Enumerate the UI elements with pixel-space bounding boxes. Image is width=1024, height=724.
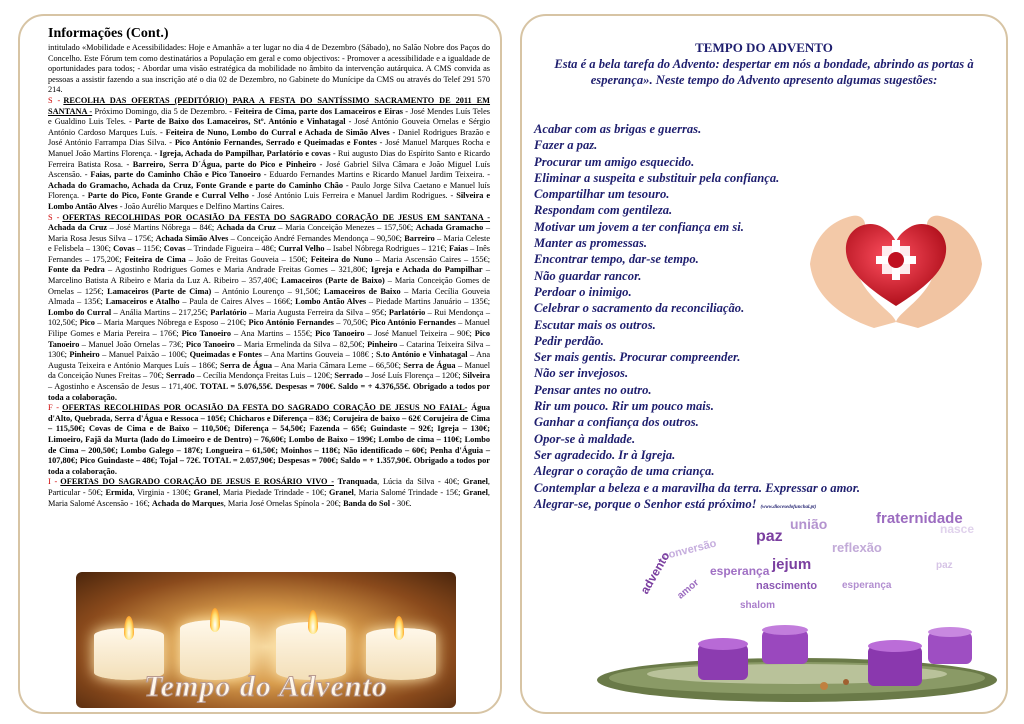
collection-paragraph: S - RECOLHA DAS OFERTAS (PEDITÓRIO) PARA A FESTA DO SANTÍSSIMO SACRAMENTO DE 2011 EM SANTANA - Próximo Domingo, dia 5 de Dezembro. - Feiteira de Cima, parte dos Lamaceiros e Eiras - José Mendes Luís Teles e Gualdino Luis Teles. - Parte de Baixo dos Lamaceiros, Stº. António e Vinhatagal - José António Gouveia Ornelas e Sérgio António Cardoso Marques Luís. - Feiteira de Nuno, Lombo do Curral e Achada de Simão Alves - Daniel Rodrigues Brazão e José António Farrampa Dias Silva. - Pico António Fernandes, Serrado e Queimadas e Fontes - José Manuel Marques Rocha e Manuel João Martins Florença. - Igreja, Achada do Pampilhar, Parlatório e covas - Rui augusto Dias do Espírito Santo e Ricardo Ferreira Batista Rosa. - Barreiro, Serra D´Água, parte do Pico e Pinheiro - José Gabriel Silva Câmara e João Miguel Luís Ascensão. - Faias, parte do Caminho Chão e Pico Tanoeiro - Eduardo Fernandes Martins e Ricardo Manuel Jardim Teixeira. - Achada do Gramacho, Achada da Cruz, Fonte Grande e parte do Caminho Chão - Paulo Jorge Silva Caetano e Manuel luís Florença. - Parte do Pico, Fonte Grande e Curral Velho - José António Luis Ferreira e Manuel Jardim Rodrigues. - Silveira e Lombo Antão Alves - João Aurélio Marques e Delfino Martins Caires. [48, 95, 491, 211]
flame-icon [124, 616, 134, 640]
list-item: Ser mais gentis. Procurar compreender. [534, 350, 741, 365]
list-item: Eliminar a suspeita e substituir pela confiança. [534, 170, 780, 185]
advent-word-art: fraternidade união paz conversão reflexão jejum esperança nascimento esperança advento amor shalom nasce paz [637, 510, 975, 611]
right-page [520, 14, 1008, 714]
flame-icon [394, 616, 404, 640]
advent-intro: Esta é a bela tarefa do Advento: despertar em nós a bondade, abrindo as portas à esperança». Neste tempo do Advento apresento algumas sugestões: [554, 57, 974, 87]
left-page [18, 14, 502, 714]
advent-wreath-icon [592, 608, 1002, 704]
flame-icon [308, 610, 318, 634]
list-item: Não guardar rancor. [534, 268, 642, 283]
list-item: Perdoar o inimigo. [534, 284, 632, 299]
list-item: Motivar um jovem a ter confiança em si. [534, 219, 744, 234]
list-item: Compartilhar um tesouro. [534, 187, 670, 202]
bullet-icon: S - [48, 95, 61, 105]
list-item: Escutar mais os outros. [534, 317, 656, 332]
list-item: Encontrar tempo, dar-se tempo. [534, 252, 699, 267]
bullet-icon: I - [48, 477, 58, 487]
list-item: Ser agradecido. Ir à Igreja. [534, 447, 676, 462]
image-caption: Tempo do Advento [144, 670, 388, 703]
faial-offerings-paragraph: F - OFERTAS RECOLHIDAS POR OCASIÃO DA FESTA DO SAGRADO CORAÇÃO DE JESUS NO FAIAL- Água d'Alto, Quebrada, Serra d'Água e Ressoca – 105€; Chicharos e Diferença – 83€; Corujeira de baixo – 62€ Corujeira de Cima – 115,50€; Covas de Cima e de Baixo – 110,50€; Diferença – 54,50€; Fazenda – 65€; Guindaste – 92€; Igreja – 130€; Limoeiro, Fajã da Murta (lado do Limoeiro e de Dentro) – 76,60€; Lombo de Baixo – 199€; Lombo de cima – 110€; Lombo de Cima – 200,50€; Lombo Galego – 187€; Longueira – 61,50€; Moinhos – 118€; Não identificado – 60€; Penha d'Águia – 107,80€; Pico Guindaste – 48€; Tojal – 72€. TOTAL = 2.057,90€; Despesas = 700€; Saldo = + 1.357,90€. Obrigado a todos por toda a colaboração. [48, 403, 490, 476]
list-item: Celebrar o sacramento da reconciliação. [534, 301, 745, 316]
list-item: Contemplar a beleza e a maravilha da terra. Expressar o amor. [534, 480, 861, 495]
bullet-icon: F - [48, 403, 60, 413]
list-item: Ganhar a confiança dos outros. [534, 415, 699, 430]
source-link-text: (www.diocesedofunchal.pt) [760, 504, 817, 510]
list-item: Pedir perdão. [534, 333, 604, 348]
list-item: Fazer a paz. [534, 138, 598, 153]
info-text [48, 43, 490, 509]
list-item: Respondam com gentileza. [534, 203, 673, 218]
page-title: Informações (Cont.) [48, 26, 169, 41]
list-item: Alegrar o coração de uma criança. [534, 464, 715, 479]
advent-candles-image [76, 572, 456, 708]
rosario-offerings-paragraph: I - OFERTAS DO SAGRADO CORAÇÃO DE JESUS E ROSÁRIO VIVO - Tranquada, Lúcia da Silva - 40€; Granel, Particular - 50€; Ermida, Virginia - 130€; Granel, Maria Piedade Trindade - 10€; Granel, Maria Salomé Trindade - 15€; Granel, Maria Salomé Ascensão - 16€; Achada do Marques, Maria José Ornelas Spínola - 20€; Banda do Sol - 30€. [48, 477, 490, 508]
list-item: Procurar um amigo esquecido. [534, 154, 695, 169]
advent-title: TEMPO DO ADVENTO [695, 40, 833, 55]
santana-offerings-paragraph: S - OFERTAS RECOLHIDAS POR OCASIÃO DA FESTA DO SAGRADO CORAÇÃO DE JESUS EM SANTANA - Achada da Cruz – José Martins Nóbrega – 84€; Achada da Cruz – Maria Conceição Menezes – 157,50€; Achada Gramacho – Maria Rosa Jesus Silva – 175€; Achada Simão Alves – Conceição André Fernandes Mendonça – 90,50€; Barreiro – Maria Celeste e Felisbela – 130€; Covas – 115€; Covas – Trindade Figueira – 48€; Curral Velho – Isabel Nóbrega Rodrigues – 121€; Faias – Inês Fernandes – 175,20€; Feiteira de Cima – João de Freitas Gouveia – 150€; Feiteira do Nuno – Maria Ascensão Caires – 155€; Fonte da Pedra – Agostinho Rodrigues Gomes e Maria Andrade Freitas Gomes – 321,80€; Igreja e Achada do Pampilhar – Marcelino Batista A Ribeiro e Maria da Luz A. Ribeiro – 357,40€; Lamaceiros (Parte de Baixo) – Maria Conceição Gomes de Ornelas – 125€; Lamaceiros (Parte de Cima) – António Lourenço – 91,50€; Lamaceiros de Baixo – Maria Cecília Gouveia Almada – 135€; Lamaceiros e Atalho – Paula de Caires Alves – 166€; Lombo Antão Alves – Piedade Martins Januário – 135€; Lombo do Curral – Anália Martins – 217,25€; Parlatório – Maria Augusta Ferreira da Silva – 95€; Parlatório – Rui Mendonça – 102,50€; Pico – Maria Marques Nóbrega e Esposo – 210€; Pico António Fernandes – 70,50€; Pico António Fernandes – Manuel Filipe Gomes e Maria Pereira – 176€; Pico Tanoeiro – Ana Martins – 155€; Pico Tanoeiro – José Manuel Teixeira – 90€; Pico Tanoeiro – Manuel João Ornelas – 73€; Pico Tanoeiro – Maria Ermelinda da Silva – 82,50€; Pinheiro – Catarina Teixeira Silva – 130€; Pinheiro – Manuel Paixão – 100€; Queimadas e Fontes – Ana Martins Gouveia – 108€ ; S.to António e Vinhatagal – Ana Augusta Teixeira e António Marques Luís – 186€; Serra de Água – Ana Maria Câmara Leme – 66,50€; Serra de Água – Manuel da Conceição Nunes Freitas – 70€; Serrado – Cecília Mendonça Freitas Luis – 120€; Serrado – José Luís Florença – 120€; Silveira – Agostinho e Ascensão de Jesus – 171,40€. TOTAL = 5.076,55€. Despesas = 700€. Saldo = + 4.376,55€. Obrigado a todos por toda a colaboração. [48, 212, 491, 402]
list-item: Não ser invejosos. [534, 366, 629, 381]
list-item: Rir um pouco. Rir um pouco mais. [534, 399, 714, 414]
list-item: Pensar antes no outro. [534, 382, 652, 397]
intro-paragraph: intitulado «Mobilidade e Acessibilidades: Hoje e Amanhã» a ter lugar no dia 4 de Dezembro (Sábado), no Salão Nobre dos Paços do Concelho. Este Fórum tem como destinatários a População em geral e como objectivos: - Promover a acessibilidade e a igualdade de oportunidades para todos; - Abordar uma visão estratégica da mobilidade no âmbito da intervenção autárquica. A CMS convida as pessoas a assistir fazendo a sua inscrição até o dia 02 de Dezembro, no Gabinete do Munícipe da CMS ou através do Telef 291 570 214. [48, 43, 490, 95]
list-item: Alegrar-se, porque o Senhor está próximo! (www.diocesedofunchal.pt) [534, 496, 817, 511]
list-item: Acabar com as brigas e guerras. [534, 122, 702, 136]
list-item: Opor-se à maldade. [534, 431, 636, 446]
list-item: Manter as promessas. [534, 236, 648, 251]
hands-heart-icon [804, 194, 988, 332]
bullet-icon: S - [48, 212, 60, 222]
flame-icon [210, 608, 220, 632]
